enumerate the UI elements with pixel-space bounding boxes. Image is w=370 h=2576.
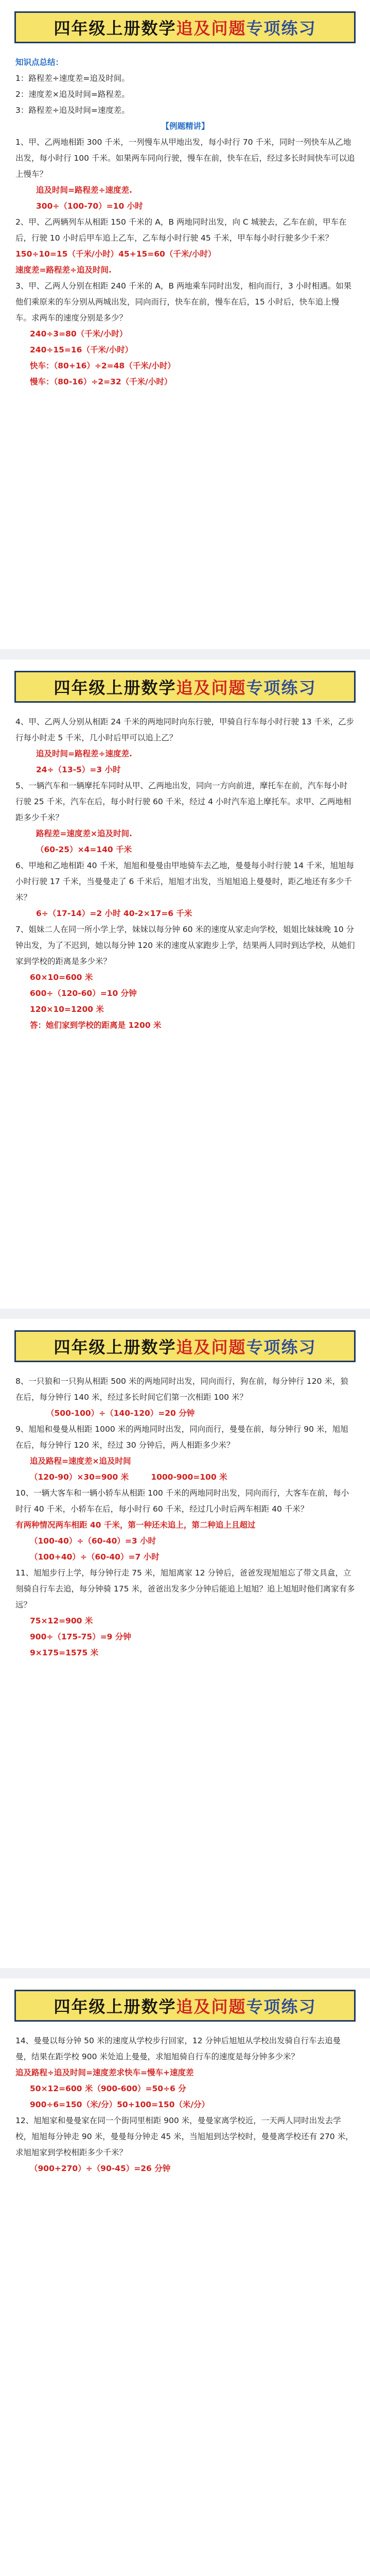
title-part3: 专项练习 <box>246 1337 316 1357</box>
q3-answer-3: 快车：（80+16）÷2=48（千米/小时） <box>30 361 175 370</box>
page-separator <box>0 1968 370 1978</box>
q4-answer: 24÷（13-5）=3 小时 <box>36 765 121 774</box>
page-content <box>15 714 355 1033</box>
title-part3: 专项练习 <box>246 1997 316 2016</box>
question-9: 9、旭旭和曼曼从相距 1000 米的两地同时出发，同向而行，曼曼在前，每分钟行 90 米，旭旭在后，每分钟行 120 米，经过 30 分钟后，两人相距多少米？ <box>15 1425 348 1450</box>
q3-answer-1: 240÷3=80（千米/小时） <box>30 329 128 338</box>
q10-note: 有两种情况两车相距 40 千米，第一种还未追上，第二种追上且超过 <box>15 1520 256 1530</box>
q9-rule: 追及路程=速度差×追及时间 <box>30 1456 131 1466</box>
question-2: 2、甲、乙两辆列车从相距 150 千米的 A，B 两地同时出发，向 C 城驶去，乙车在前，甲车在后，行驶 10 小时后甲车追上乙车，乙车每小时行驶 45 千米，甲车每小时行驶多少千米？ <box>15 217 347 243</box>
page-title <box>14 1330 356 1362</box>
question-3: 3、甲、乙两人分别在相距 240 千米的 A，B 两地乘车同时出发，相向而行，3 小时相遇。如果他们乘原来的车分别从两城出发，同向而行，快车在前，慢车在后，15 小时后，快车追上慢车。求两车的速度分别是多少？ <box>15 281 352 323</box>
question-7: 7、姐妹二人在同一所小学上学，妹妹以每分钟 60 米的速度从家走向学校，姐姐比妹妹晚 10 分钟出发，为了不迟到，她以每分钟 120 米的速度从家跑步上学，结果两人同时到达学校，从她们家到学校的距离是多少米？ <box>15 925 355 966</box>
knowledge-point-1: 1：路程差÷速度差=追及时间。 <box>15 74 130 83</box>
title-part1: 四年级上册数学 <box>54 19 177 38</box>
page-content <box>15 55 355 390</box>
question-11: 11、旭旭步行上学，每分钟行走 75 米，旭旭离家 12 分钟后，爸爸发现旭旭忘了带文具盒，立刻骑自行车去追，每分钟骑 175 米，爸爸出发多少分钟后能追上旭旭？追上旭旭时他们离家有多远？ <box>15 1568 355 1609</box>
page-separator <box>0 1309 370 1319</box>
question-1: 1、甲、乙两地相距 300 千米，一列慢车从甲地出发，每小时行 70 千米，同时一列快车从乙地出发，每小时行 100 千米。如果两车同向行驶，慢车在前，快车在后，经过多长时间快车可以追上慢车？ <box>15 138 355 179</box>
title-part3: 专项练习 <box>246 678 316 698</box>
title-part1: 四年级上册数学 <box>54 1337 177 1357</box>
q14-answer-1: 50×12=600 米（900-600）=50÷6 分 <box>30 2084 186 2093</box>
page-title <box>14 1990 356 2022</box>
title-part1: 四年级上册数学 <box>54 1997 177 2016</box>
page-content <box>15 2033 355 2177</box>
q8-answer: （500-100）÷（140-120）=20 分钟 <box>46 1409 195 1418</box>
q4-rule: 追及时间=路程差÷速度差. <box>36 749 132 758</box>
title-part2: 追及问题 <box>176 1337 246 1357</box>
title-part1: 四年级上册数学 <box>54 678 177 698</box>
question-10: 10、一辆大客车和一辆小轿车从相距 100 千米的两地同时出发，同向而行，大客车在前，每小时行 40 千米，小轿车在后，每小时行 60 千米，经过几小时后两车相距 40 千米？ <box>15 1488 349 1514</box>
q12-answer: （900+270）÷（90-45）=26 分钟 <box>30 2164 171 2173</box>
q7-answer-4: 答：她们家到学校的距离是 1200 米 <box>30 1021 162 1030</box>
title-part3: 专项练习 <box>246 19 316 38</box>
page-title <box>14 671 356 703</box>
question-5: 5、一辆汽车和一辆摩托车同时从甲、乙两地出发，同向一方向前进，摩托车在前，汽车每小时行驶 25 千米，汽车在后，每小时行驶 60 千米，经过 4 小时汽车追上摩托车。求甲、乙两地相距多少千米？ <box>15 781 351 822</box>
q3-answer-2: 240÷15=16（千米/小时） <box>30 345 133 354</box>
title-part2: 追及问题 <box>176 1997 246 2016</box>
page-separator <box>0 649 370 659</box>
q1-answer: 300÷（100-70）=10 小时 <box>36 201 143 211</box>
q10-answer-1: （100-40）÷（60-40）=3 小时 <box>30 1536 156 1546</box>
q7-answer-2: 600÷（120-60）=10 分钟 <box>30 989 137 998</box>
question-12: 12、旭旭家和曼曼家在同一个街同里相距 900 米，曼曼家离学校近，一天两人同时出发去学校，旭旭每分钟走 90 米，曼曼每分钟走 45 米，当旭旭到达学校时，曼曼离学校还有 270 米，求旭旭家到学校相距多少千米？ <box>15 2116 354 2157</box>
q11-answer-2: 900÷（175-75）=9 分钟 <box>30 1632 131 1641</box>
knowledge-heading: 知识点总结： <box>15 58 64 67</box>
q6-answer: 6÷（17-14）=2 小时 40-2×17=6 千米 <box>36 909 192 918</box>
worksheet-page-4 <box>0 1978 370 2576</box>
title-part2: 追及问题 <box>176 19 246 38</box>
q2-rule: 速度差=路程差÷追及时间. <box>15 265 112 275</box>
page-title <box>14 11 356 43</box>
worksheet-page-2 <box>0 659 370 1309</box>
knowledge-point-3: 3：路程差÷追及时间=速度差。 <box>15 106 130 115</box>
q14-answer-2: 900÷6=150（米/分）50+100=150（米/分） <box>30 2100 210 2109</box>
q3-answer-4: 慢车：（80-16）÷2=32（千米/小时） <box>30 377 172 386</box>
q10-answer-2: （100+40）÷（60-40）=7 小时 <box>30 1552 160 1562</box>
q11-answer-3: 9×175=1575 米 <box>30 1648 99 1657</box>
worksheet-page-3 <box>0 1319 370 1968</box>
question-6: 6、甲地和乙地相距 40 千米，旭旭和曼曼由甲地骑车去乙地，曼曼每小时行驶 14 千米，旭旭每小时行驶 17 千米，当曼曼走了 6 千米后，旭旭才出发，当旭旭追上曼曼时，距乙地还有多少千米？ <box>15 861 355 902</box>
worksheet-page-1 <box>0 0 370 649</box>
q9-answer: （120-90）×30=900 米 1000-900=100 米 <box>30 1472 227 1482</box>
q11-answer-1: 75×12=900 米 <box>30 1616 93 1625</box>
page-content <box>15 1374 355 1661</box>
q5-answer: （60-25）×4=140 千米 <box>36 845 132 854</box>
title-part2: 追及问题 <box>176 678 246 698</box>
q14-rule: 追及路程÷追及时间=速度差求快车=慢车+速度差 <box>15 2068 194 2077</box>
q1-rule: 追及时间=路程差÷速度差. <box>36 185 132 195</box>
knowledge-point-2: 2：速度差×追及时间=路程差。 <box>15 90 130 99</box>
q7-answer-1: 60×10=600 米 <box>30 973 93 982</box>
q5-rule: 路程差=速度差×追及时间. <box>36 829 132 838</box>
q2-answer: 150÷10=15（千米/小时）45+15=60（千米/小时） <box>15 249 216 259</box>
question-14: 14、曼曼以每分钟 50 米的速度从学校步行回家，12 分钟后旭旭从学校出发骑自行车去追曼曼，结果在距学校 900 米处追上曼曼，求旭旭骑自行车的速度是每分钟多少米？ <box>15 2036 341 2061</box>
q7-answer-3: 120×10=1200 米 <box>30 1005 104 1014</box>
question-4: 4、甲、乙两人分别从相距 24 千米的两地同时向东行驶，甲骑自行车每小时行驶 13 千米，乙步行每小时走 5 千米，几小时后甲可以追上乙？ <box>15 717 355 742</box>
question-8: 8、一只狼和一只狗从相距 500 米的两地同时出发，同向而行，狗在前，每分钟行 120 米，狼在后，每分钟行 140 米，经过多长时间它们第一次相距 100 米？ <box>15 1377 348 1402</box>
example-heading: 【例题精讲】 <box>161 122 209 131</box>
